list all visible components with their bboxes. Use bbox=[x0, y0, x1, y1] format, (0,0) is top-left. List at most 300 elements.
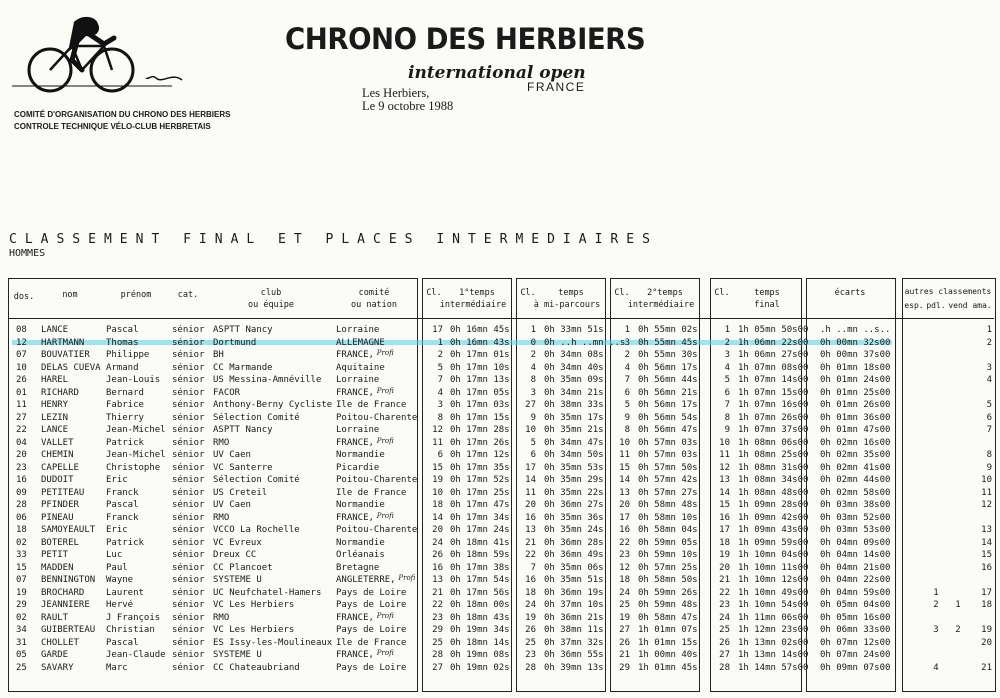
cell-cat: sénior bbox=[172, 587, 205, 598]
cell-ama: 18 bbox=[981, 600, 992, 610]
cell-cl4: 6 bbox=[724, 387, 730, 398]
cell-cl2: 7 bbox=[530, 562, 536, 573]
cell-t2: 0h 34mn 08s bbox=[544, 350, 604, 360]
cell-ecart: 0h 00mn 37s00 bbox=[820, 350, 891, 360]
cell-nom: LEZIN bbox=[41, 412, 69, 423]
cell-cl1: 4 bbox=[437, 387, 443, 398]
cell-t1: 0h 17mn 03s bbox=[450, 400, 510, 410]
cell-cl2: 27 bbox=[525, 400, 536, 410]
cell-prenom: Franck bbox=[106, 487, 139, 498]
cell-cl4: 3 bbox=[724, 350, 730, 360]
cell-cl1: 8 bbox=[437, 412, 443, 423]
cell-cl3: 4 bbox=[624, 362, 630, 373]
event-subtitle: international open bbox=[408, 63, 586, 83]
cell-dos: 31 bbox=[16, 637, 27, 648]
cell-prenom: Paul bbox=[106, 562, 128, 573]
cell-dos: 20 bbox=[16, 450, 27, 460]
cell-club: VC Les Herbiers bbox=[213, 600, 295, 610]
cell-cl2: 28 bbox=[525, 662, 536, 673]
handwritten-note: Profi bbox=[376, 511, 394, 520]
cell-ama: 4 bbox=[986, 375, 992, 385]
cell-club: Anthony-Berny Cycliste bbox=[213, 400, 333, 410]
cell-prenom: Pascal bbox=[106, 500, 139, 510]
cell-ecart: 0h 02mn 16s00 bbox=[820, 437, 891, 448]
cell-t2: 0h 38mn 11s bbox=[544, 625, 604, 635]
cell-t1: 0h 16mn 43s bbox=[450, 337, 510, 348]
cell-t3: 1h 01mn 07s bbox=[638, 625, 698, 635]
cell-cl1: 10 bbox=[432, 487, 443, 498]
cell-cl3: 7 bbox=[624, 375, 630, 385]
cell-t3: 0h 58mn 50s bbox=[638, 575, 698, 585]
cell-club: ASPTT Nancy bbox=[213, 425, 273, 435]
cell-comite: Poitou-Charente bbox=[336, 475, 418, 485]
cell-t1: 0h 17mn 26s bbox=[450, 437, 510, 448]
event-date: Le 9 octobre 1988 bbox=[362, 99, 454, 113]
cell-dos: 23 bbox=[16, 462, 27, 473]
cell-prenom: Patrick bbox=[106, 537, 144, 548]
col-t4-sub: final bbox=[754, 300, 780, 310]
cell-comite: Normandie bbox=[336, 500, 385, 510]
cell-nom: SAMOYEAULT bbox=[41, 525, 96, 535]
cell-club: UV Caen bbox=[213, 450, 251, 460]
col-pdl: pdl. bbox=[926, 301, 946, 310]
cell-cl2: 2 bbox=[530, 350, 536, 360]
cell-club: CC Plancoet bbox=[213, 562, 273, 573]
cell-prenom: Wayne bbox=[106, 575, 134, 585]
cell-prenom: Christian bbox=[106, 625, 155, 635]
col-t3: 2°temps bbox=[647, 288, 683, 298]
cell-cl2: 1 bbox=[530, 325, 536, 335]
cell-nom: SAVARY bbox=[41, 662, 74, 673]
cell-nom: RAULT bbox=[41, 612, 69, 623]
cell-prenom: Philippe bbox=[106, 350, 150, 360]
cell-prenom: J François bbox=[106, 612, 161, 623]
cell-dos: 22 bbox=[16, 425, 27, 435]
cell-prenom: Laurent bbox=[106, 587, 144, 598]
cell-club: VCCO La Rochelle bbox=[213, 525, 300, 535]
cell-t1: 0h 17mn 10s bbox=[450, 362, 510, 373]
cell-comite: FRANCE, bbox=[336, 512, 374, 523]
cell-cat: sénior bbox=[172, 575, 205, 585]
cell-t2: 0h ..h ..mn ..s bbox=[544, 337, 626, 348]
cell-ecart: 0h 04mn 14s00 bbox=[820, 550, 891, 560]
cell-dos: 15 bbox=[16, 562, 27, 573]
cell-club: US Messina-Amnéville bbox=[213, 375, 322, 385]
cell-nom: PINEAU bbox=[41, 512, 74, 523]
cell-t1: 0h 18mn 59s bbox=[450, 550, 510, 560]
cell-t2: 0h 34mn 47s bbox=[544, 437, 604, 448]
cell-cl3: 10 bbox=[619, 437, 630, 448]
cell-cl2: 23 bbox=[525, 650, 536, 660]
cell-t4: 1h 08mn 31s00 bbox=[738, 462, 809, 473]
cell-cl1: 11 bbox=[432, 437, 443, 448]
cell-ecart: 0h 01mn 24s00 bbox=[820, 375, 891, 385]
cell-dos: 29 bbox=[16, 600, 27, 610]
cell-cat: sénior bbox=[172, 537, 205, 548]
cell-cl4: 12 bbox=[719, 462, 730, 473]
handwritten-note: Profi bbox=[376, 349, 394, 357]
cell-club: Dreux CC bbox=[213, 550, 257, 560]
cell-nom: GUIBERTEAU bbox=[41, 625, 96, 635]
cell-comite: Poitou-Charente bbox=[336, 525, 418, 535]
cell-dos: 18 bbox=[16, 525, 27, 535]
cell-ecart: 0h 07mn 24s00 bbox=[820, 650, 891, 660]
cell-cl3: 23 bbox=[619, 550, 630, 560]
cell-cl1: 29 bbox=[432, 625, 443, 635]
cell-nom: CHOLLET bbox=[41, 637, 79, 648]
cell-vend: 2 bbox=[955, 625, 961, 635]
cell-ecart: 0h 05mn 16s00 bbox=[820, 612, 891, 623]
cell-cl4: 2 bbox=[724, 337, 730, 348]
cell-prenom: Luc bbox=[106, 550, 123, 560]
cell-cat: sénior bbox=[172, 362, 205, 373]
cell-ecart: 0h 05mn 04s00 bbox=[820, 600, 891, 610]
cell-nom: BOTEREL bbox=[41, 537, 79, 548]
cell-ecart: 0h 01mn 18s00 bbox=[820, 362, 891, 373]
cell-cl3: 21 bbox=[619, 650, 630, 660]
cell-dos: 02 bbox=[16, 612, 27, 623]
cell-ecart: 0h 01mn 25s00 bbox=[820, 387, 891, 398]
cell-t3: 0h 57mn 50s bbox=[638, 462, 698, 473]
cell-cl4: 27 bbox=[719, 650, 730, 660]
cell-nom: PETIT bbox=[41, 550, 69, 560]
cell-t3: 1h 01mn 45s bbox=[638, 662, 698, 673]
cell-cl2: 24 bbox=[525, 600, 536, 610]
cell-t3: 0h 55mn 30s bbox=[638, 350, 698, 360]
cell-t3: 0h 57mn 03s bbox=[638, 437, 698, 448]
cell-comite: Orléanais bbox=[336, 550, 385, 560]
cell-cl4: 19 bbox=[719, 550, 730, 560]
handwritten-note: Profi bbox=[376, 436, 394, 445]
col-autres: autres classements bbox=[904, 287, 992, 296]
cell-cl3: 13 bbox=[619, 487, 630, 498]
cell-t2: 0h 33mn 51s bbox=[544, 325, 604, 335]
cell-dos: 01 bbox=[16, 387, 27, 398]
cell-comite: FRANCE, bbox=[336, 387, 374, 398]
cell-cat: sénior bbox=[172, 425, 205, 435]
cell-t2: 0h 36mn 28s bbox=[544, 537, 604, 548]
cell-cat: sénior bbox=[172, 512, 205, 523]
cell-t3: 0h 58mn 48s bbox=[638, 500, 698, 510]
col-t2: temps bbox=[558, 288, 584, 298]
cell-prenom: Thomas bbox=[106, 337, 139, 348]
cell-t3: 0h 59mn 05s bbox=[638, 537, 698, 548]
cell-cl2: 21 bbox=[525, 537, 536, 548]
cell-ecart: 0h 04mn 22s00 bbox=[820, 575, 891, 585]
cell-ecart: 0h 04mn 59s00 bbox=[820, 587, 891, 598]
col-cl3: Cl. bbox=[614, 288, 630, 298]
cell-prenom: Patrick bbox=[106, 437, 144, 448]
cell-prenom: Marc bbox=[106, 662, 128, 673]
cell-cl2: 5 bbox=[530, 437, 536, 448]
cell-club: VC Les Herbiers bbox=[213, 625, 295, 635]
cell-ama: 10 bbox=[981, 475, 992, 485]
cell-cl4: 4 bbox=[724, 362, 730, 373]
cell-t4: 1h 14mn 57s00 bbox=[738, 662, 809, 673]
cell-ecart: 0h 02mn 41s00 bbox=[820, 462, 891, 473]
cell-t4: 1h 11mn 06s00 bbox=[738, 612, 809, 623]
cell-ecart: 0h 03mn 53s00 bbox=[820, 525, 891, 535]
cell-comite: Pays de Loire bbox=[336, 587, 407, 598]
cell-t1: 0h 17mn 25s bbox=[450, 487, 510, 498]
cell-ecart: 0h 09mn 07s00 bbox=[820, 662, 891, 673]
cell-cl3: 3 bbox=[624, 337, 630, 348]
cell-t4: 1h 08mn 48s00 bbox=[738, 487, 809, 498]
cell-cat: sénior bbox=[172, 462, 205, 473]
cell-comite: Poitou-Charente bbox=[336, 412, 418, 423]
col-cat: cat. bbox=[177, 290, 199, 300]
cell-cl1: 3 bbox=[437, 400, 443, 410]
cell-nom: DELAS CUEVA bbox=[41, 362, 101, 373]
cell-cl2: 16 bbox=[525, 512, 536, 523]
cell-t2: 0h 35mn 29s bbox=[544, 475, 604, 485]
cell-ama: 6 bbox=[986, 412, 992, 423]
cell-cat: sénior bbox=[172, 562, 205, 573]
cell-ecart: 0h 03mn 52s00 bbox=[820, 512, 891, 523]
cell-t3: 0h 58mn 10s bbox=[638, 512, 698, 523]
cell-comite: Bretagne bbox=[336, 562, 380, 573]
cell-ama: 7 bbox=[986, 425, 992, 435]
cell-dos: 26 bbox=[16, 375, 27, 385]
cell-dos: 33 bbox=[16, 550, 27, 560]
cell-cl4: 28 bbox=[719, 662, 730, 673]
cell-t4: 1h 07mn 16s00 bbox=[738, 400, 809, 410]
cell-club: ASPTT Nancy bbox=[213, 325, 273, 335]
cell-cl3: 16 bbox=[619, 525, 630, 535]
col-comite-sub: ou nation bbox=[350, 300, 398, 310]
cell-nom: BROCHARD bbox=[41, 587, 85, 598]
cell-dos: 19 bbox=[16, 587, 27, 598]
cell-cl3: 24 bbox=[619, 587, 630, 598]
handwritten-note: Profi bbox=[376, 649, 394, 657]
cell-cat: sénior bbox=[172, 437, 205, 448]
col-ama: ama. bbox=[972, 301, 992, 310]
cell-t2: 0h 36mn 21s bbox=[544, 612, 604, 623]
cell-t1: 0h 17mn 56s bbox=[450, 587, 510, 598]
cell-t1: 0h 17mn 12s bbox=[450, 450, 510, 460]
cell-ama: 5 bbox=[986, 400, 992, 410]
cell-ama: 20 bbox=[981, 637, 992, 648]
cell-dos: 05 bbox=[16, 650, 27, 660]
cell-cl1: 27 bbox=[432, 662, 443, 673]
cell-comite: Ile de France bbox=[336, 400, 407, 410]
cell-cl2: 6 bbox=[530, 450, 536, 460]
cell-t4: 1h 10mn 49s00 bbox=[738, 587, 809, 598]
cell-prenom: Jean-Michel bbox=[106, 425, 166, 435]
cell-cl2: 19 bbox=[525, 612, 536, 623]
cell-cat: sénior bbox=[172, 325, 205, 335]
cell-ama: 19 bbox=[981, 625, 992, 635]
cell-t4: 1h 08mn 34s00 bbox=[738, 475, 809, 485]
cell-cat: sénior bbox=[172, 375, 205, 385]
cell-pdl: 1 bbox=[933, 587, 939, 598]
cell-cl4: 20 bbox=[719, 562, 730, 573]
cell-t2: 0h 35mn 24s bbox=[544, 525, 604, 535]
cell-dos: 07 bbox=[16, 350, 27, 360]
cell-t4: 1h 13mn 14s00 bbox=[738, 650, 809, 660]
cell-cl1: 21 bbox=[432, 587, 443, 598]
cell-cl3: 22 bbox=[619, 537, 630, 548]
cell-club: UC Neufchatel-Hamers bbox=[213, 587, 322, 598]
cell-cl3: 29 bbox=[619, 662, 630, 673]
cell-cl1: 24 bbox=[432, 537, 443, 548]
cell-cl2: 13 bbox=[525, 525, 536, 535]
cell-t4: 1h 08mn 25s00 bbox=[738, 450, 809, 460]
cell-comite: FRANCE, bbox=[336, 612, 374, 623]
cell-comite: Picardie bbox=[336, 462, 380, 473]
cell-cl4: 26 bbox=[719, 637, 730, 648]
cell-t4: 1h 09mn 42s00 bbox=[738, 512, 809, 523]
cell-club: CC Marmande bbox=[213, 362, 273, 373]
cell-pdl: 4 bbox=[933, 662, 939, 673]
cell-nom: JEANNIERE bbox=[41, 600, 90, 610]
cell-comite: Lorraine bbox=[336, 325, 380, 335]
cell-nom: HAREL bbox=[41, 375, 69, 385]
cell-t1: 0h 19mn 02s bbox=[450, 662, 510, 673]
handwritten-note: Profi bbox=[398, 574, 416, 582]
cell-cat: sénior bbox=[172, 387, 205, 398]
cell-t3: 0h 59mn 10s bbox=[638, 550, 698, 560]
cell-ecart: 0h 01mn 47s00 bbox=[820, 425, 891, 435]
cell-dos: 04 bbox=[16, 437, 27, 448]
cell-cl2: 20 bbox=[525, 500, 536, 510]
cell-comite: Ile de France bbox=[336, 637, 407, 648]
cell-comite: Ile de France bbox=[336, 487, 407, 498]
cell-comite: ALLEMAGNE bbox=[336, 337, 385, 348]
cell-cl3: 18 bbox=[619, 575, 630, 585]
cell-cl1: 20 bbox=[432, 525, 443, 535]
cell-t3: 0h 57mn 03s bbox=[638, 450, 698, 460]
cell-cl4: 23 bbox=[719, 600, 730, 610]
cell-cat: sénior bbox=[172, 637, 205, 648]
cell-comite: Pays de Loire bbox=[336, 662, 407, 673]
cell-cl2: 17 bbox=[525, 462, 536, 473]
cell-cat: sénior bbox=[172, 337, 205, 348]
cell-t4: 1h 06mn 27s00 bbox=[738, 350, 809, 360]
handwritten-note: Profi bbox=[376, 386, 394, 395]
cell-cl4: 13 bbox=[719, 475, 730, 485]
cell-t2: 0h 36mn 19s bbox=[544, 587, 604, 598]
cell-cl3: 19 bbox=[619, 612, 630, 623]
col-club: club bbox=[260, 288, 282, 298]
cell-ama: 15 bbox=[981, 550, 992, 560]
cell-ecart: 0h 02mn 44s00 bbox=[820, 475, 891, 485]
cell-dos: 10 bbox=[16, 362, 27, 373]
cell-cl1: 5 bbox=[437, 362, 443, 373]
cell-ama: 12 bbox=[981, 500, 992, 510]
cell-t1: 0h 19mn 08s bbox=[450, 650, 510, 660]
cell-cl1: 12 bbox=[432, 425, 443, 435]
cell-t4: 1h 08mn 06s00 bbox=[738, 437, 809, 448]
cell-nom: DUDOIT bbox=[41, 475, 74, 485]
cell-comite: FRANCE, bbox=[336, 650, 374, 660]
cell-nom: PETITEAU bbox=[41, 487, 85, 498]
cell-t2: 0h 38mn 33s bbox=[544, 400, 604, 410]
cell-cl1: 2 bbox=[437, 350, 443, 360]
cell-cl3: 26 bbox=[619, 637, 630, 648]
cell-dos: 27 bbox=[16, 412, 27, 423]
cell-cl1: 22 bbox=[432, 600, 443, 610]
cell-cl4: 24 bbox=[719, 612, 730, 623]
cell-cl2: 26 bbox=[525, 625, 536, 635]
cell-cl3: 11 bbox=[619, 450, 630, 460]
cell-t1: 0h 17mn 38s bbox=[450, 562, 510, 573]
cell-nom: CAPELLE bbox=[41, 462, 79, 473]
cell-t2: 0h 35mn 53s bbox=[544, 462, 604, 473]
cell-club: RMO bbox=[213, 512, 230, 523]
cell-cl1: 17 bbox=[432, 325, 443, 335]
cell-cl4: 25 bbox=[719, 625, 730, 635]
cell-comite: Pays de Loire bbox=[336, 625, 407, 635]
cell-cl3: 5 bbox=[624, 400, 630, 410]
cell-ama: 14 bbox=[981, 537, 992, 548]
cell-t3: 0h 58mn 47s bbox=[638, 612, 698, 623]
col-t4: temps bbox=[754, 288, 780, 298]
cell-cl2: 10 bbox=[525, 425, 536, 435]
cell-ecart: 0h 02mn 58s00 bbox=[820, 487, 891, 498]
cell-t4: 1h 09mn 59s00 bbox=[738, 537, 809, 548]
cell-cl3: 25 bbox=[619, 600, 630, 610]
cell-cl4: 8 bbox=[724, 412, 730, 423]
cell-ecart: 0h 01mn 26s00 bbox=[820, 400, 891, 410]
cell-prenom: Fabrice bbox=[106, 400, 144, 410]
cell-t2: 0h 35mn 36s bbox=[544, 512, 604, 523]
cell-ecart: 0h 07mn 12s00 bbox=[820, 637, 891, 648]
cell-cl2: 18 bbox=[525, 587, 536, 598]
col-club-sub: ou équipe bbox=[247, 300, 295, 310]
cell-cl1: 28 bbox=[432, 650, 443, 660]
cell-club: US Creteil bbox=[213, 487, 268, 498]
cell-club: FACOR bbox=[213, 387, 241, 398]
cell-cat: sénior bbox=[172, 475, 205, 485]
cell-comite: Normandie bbox=[336, 537, 385, 548]
cell-cat: sénior bbox=[172, 600, 205, 610]
cell-nom: CHEMIN bbox=[41, 450, 74, 460]
cell-t2: 0h 35mn 22s bbox=[544, 487, 604, 498]
cell-t2: 0h 36mn 55s bbox=[544, 650, 604, 660]
cell-cat: sénior bbox=[172, 400, 205, 410]
cell-ecart: 0h 04mn 09s00 bbox=[820, 537, 891, 548]
cell-cat: sénior bbox=[172, 550, 205, 560]
col-prenom: prénom bbox=[120, 290, 152, 300]
cell-cl1: 15 bbox=[432, 462, 443, 473]
cell-t3: 0h 57mn 27s bbox=[638, 487, 698, 498]
cell-club: SYSTEME U bbox=[213, 575, 262, 585]
cell-t3: 1h 00mn 40s bbox=[638, 650, 698, 660]
col-t3-sub: intermédiaire bbox=[627, 300, 695, 310]
cell-t1: 0h 17mn 15s bbox=[450, 412, 510, 423]
cell-ama: 16 bbox=[981, 562, 992, 573]
cell-cl4: 7 bbox=[724, 400, 730, 410]
col-ecarts: écarts bbox=[834, 288, 866, 298]
cell-t2: 0h 36mn 49s bbox=[544, 550, 604, 560]
cell-nom: PFINDER bbox=[41, 500, 79, 510]
cell-nom: HENRY bbox=[41, 400, 69, 410]
cell-ama: 13 bbox=[981, 525, 992, 535]
cell-cl2: 22 bbox=[525, 550, 536, 560]
cell-t1: 0h 19mn 34s bbox=[450, 625, 510, 635]
cell-pdl: 2 bbox=[933, 600, 939, 610]
cell-pdl: 3 bbox=[933, 625, 939, 635]
col-t2-sub: à mi-parcours bbox=[533, 300, 601, 310]
cell-t3: 0h 57mn 25s bbox=[638, 562, 698, 573]
cell-nom: RICHARD bbox=[41, 387, 79, 398]
cell-t4: 1h 09mn 43s00 bbox=[738, 525, 809, 535]
cell-club: VC Santerre bbox=[213, 462, 273, 473]
cell-t3: 0h 56mn 54s bbox=[638, 412, 698, 423]
cell-t4: 1h 07mn 14s00 bbox=[738, 375, 809, 385]
cell-t4: 1h 07mn 15s00 bbox=[738, 387, 809, 398]
